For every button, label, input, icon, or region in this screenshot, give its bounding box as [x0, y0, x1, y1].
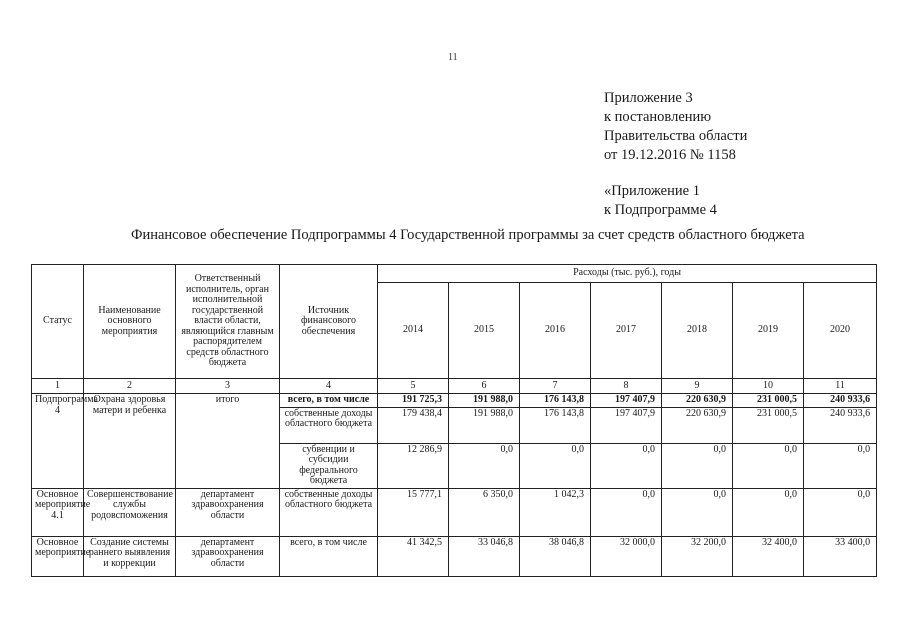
value-cell: 191 988,0 [449, 394, 520, 408]
row-source: всего, в том числе [280, 394, 378, 408]
value-cell: 0,0 [804, 488, 877, 536]
value-cell: 0,0 [662, 443, 733, 488]
appendix-gap [604, 165, 747, 182]
value-cell: 220 630,9 [662, 407, 733, 443]
appendix-line: от 19.12.2016 № 1158 [604, 147, 736, 163]
header-row [32, 265, 877, 283]
value-cell: 32 200,0 [662, 536, 733, 576]
value-cell: 197 407,9 [591, 394, 662, 408]
value-cell: 0,0 [520, 443, 591, 488]
row-name: Создание системы раннего выявления и коррекции [84, 536, 176, 576]
value-cell: 33 400,0 [804, 536, 877, 576]
appendix-line: «Приложение 1 [604, 183, 700, 199]
index-cell: 9 [662, 379, 733, 394]
header-status: Статус [32, 265, 84, 379]
value-cell: 176 143,8 [520, 407, 591, 443]
value-cell: 0,0 [804, 443, 877, 488]
value-cell: 0,0 [591, 488, 662, 536]
value-cell: 179 438,4 [378, 407, 449, 443]
value-cell: 176 143,8 [520, 394, 591, 408]
value-cell: 33 046,8 [449, 536, 520, 576]
value-cell: 240 933,6 [804, 407, 877, 443]
row-status: Основное мероприятие 4.1 [32, 488, 84, 536]
index-cell: 11 [804, 379, 877, 394]
value-cell: 0,0 [662, 488, 733, 536]
value-cell: 0,0 [733, 443, 804, 488]
index-row [32, 379, 877, 394]
header-year: 2018 [662, 283, 733, 379]
index-cell: 2 [84, 379, 176, 394]
value-cell: 1 042,3 [520, 488, 591, 536]
header-year: 2020 [804, 283, 877, 379]
value-cell: 0,0 [733, 488, 804, 536]
appendix-line: к Подпрограмме 4 [604, 202, 717, 218]
appendix-line: Приложение 3 [604, 90, 693, 106]
row-status: Основное мероприятие [32, 536, 84, 576]
appendix-line: к постановлению [604, 109, 712, 125]
index-cell: 7 [520, 379, 591, 394]
index-cell: 4 [280, 379, 378, 394]
table-row [32, 488, 877, 536]
row-executor: итого [176, 394, 280, 489]
value-cell: 12 286,9 [378, 443, 449, 488]
value-cell: 32 000,0 [591, 536, 662, 576]
row-source: собственные доходы областного бюджета [280, 407, 378, 443]
value-cell: 0,0 [449, 443, 520, 488]
value-cell: 220 630,9 [662, 394, 733, 408]
value-cell: 32 400,0 [733, 536, 804, 576]
page-number: 11 [448, 52, 458, 63]
row-name: Совершенствование службы родовспоможения [84, 488, 176, 536]
row-source: всего, в том числе [280, 536, 378, 576]
value-cell: 6 350,0 [449, 488, 520, 536]
header-expenses: Расходы (тыс. руб.), годы [378, 265, 877, 283]
header-year: 2014 [378, 283, 449, 379]
appendix-block [604, 89, 747, 220]
finance-table-wrapper [31, 264, 876, 584]
header-source: Источник финансового обеспечения [280, 265, 378, 379]
finance-table [31, 264, 877, 577]
index-cell: 6 [449, 379, 520, 394]
document-title: Финансовое обеспечение Подпрограммы 4 Государственной программы за счет средств областного бюджета [131, 227, 805, 243]
value-cell: 191 725,3 [378, 394, 449, 408]
header-year: 2016 [520, 283, 591, 379]
value-cell: 231 000,5 [733, 407, 804, 443]
value-cell: 231 000,5 [733, 394, 804, 408]
index-cell: 10 [733, 379, 804, 394]
value-cell: 38 046,8 [520, 536, 591, 576]
header-name: Наименование основного мероприятия [84, 265, 176, 379]
row-executor: департамент здравоохранения области [176, 536, 280, 576]
value-cell: 240 933,6 [804, 394, 877, 408]
appendix-line: Правительства области [604, 128, 748, 144]
table-row [32, 536, 877, 576]
header-executor: Ответственный исполнитель, орган исполнительной государственной власти области, являющийся главным распорядителем средств областного бюджета [176, 265, 280, 379]
value-cell: 197 407,9 [591, 407, 662, 443]
index-cell: 8 [591, 379, 662, 394]
header-year: 2019 [733, 283, 804, 379]
value-cell: 15 777,1 [378, 488, 449, 536]
index-cell: 1 [32, 379, 84, 394]
row-source: собственные доходы областного бюджета [280, 488, 378, 536]
row-executor: департамент здравоохранения области [176, 488, 280, 536]
value-cell: 41 342,5 [378, 536, 449, 576]
row-source: субвенции и субсидии федерального бюджета [280, 443, 378, 488]
header-year: 2015 [449, 283, 520, 379]
index-cell: 5 [378, 379, 449, 394]
row-name: Охрана здоровья матери и ребенка [84, 394, 176, 489]
value-cell: 191 988,0 [449, 407, 520, 443]
table-row [32, 394, 877, 408]
index-cell: 3 [176, 379, 280, 394]
header-year: 2017 [591, 283, 662, 379]
row-status: Подпрограмма 4 [32, 394, 84, 489]
value-cell: 0,0 [591, 443, 662, 488]
